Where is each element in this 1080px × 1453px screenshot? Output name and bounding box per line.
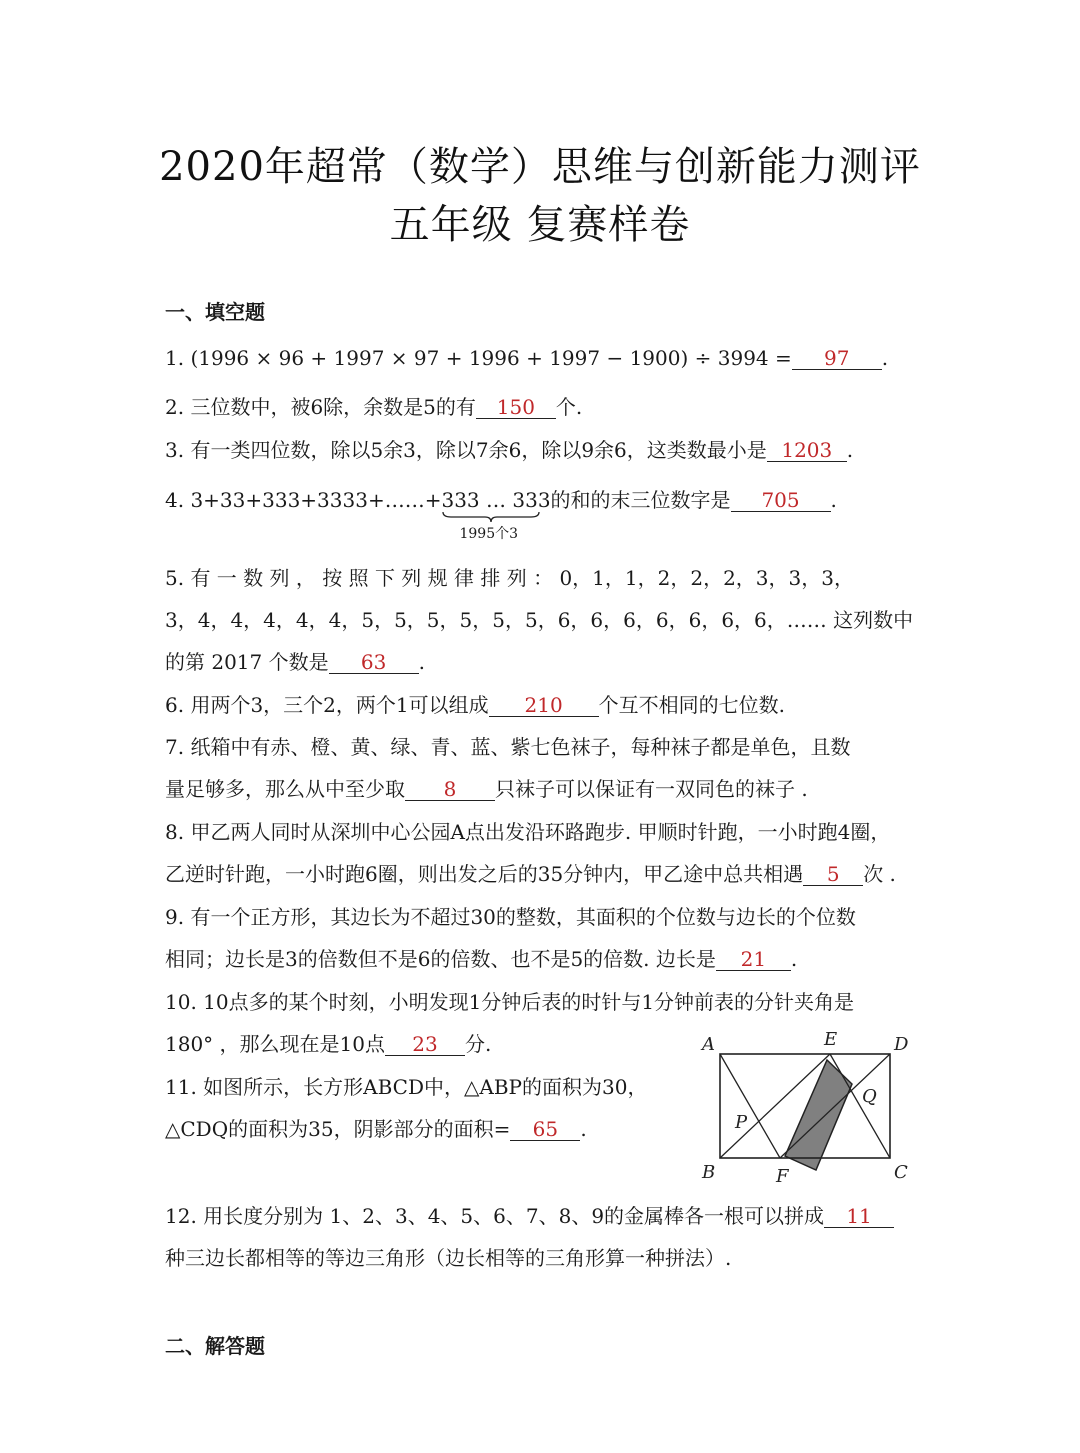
shaded-region [785,1060,852,1170]
answer-blank [792,347,882,370]
answer-1: 97 [824,346,850,370]
question-12-line2: 种三边长都相等的等边三角形（边长相等的三角形算一种拼法）. [165,1246,732,1270]
answer-4: 705 [761,488,800,512]
answer-2: 150 [496,395,535,419]
question-5-line2: 3，4，4，4，4，4，5，5，5，5，5，5，6，6，6，6，6，6，6，…… 这列数中 [165,608,914,632]
question-5-line3: 的第 2017 个数是 63 . [165,650,425,674]
label-p: P [735,1112,748,1133]
answer-12: 11 [846,1204,872,1228]
question-8-line1: 8. 甲乙两人同时从深圳中心公园A点出发沿环路跑步. 甲顺时针跑，一小时跑4圈， [165,820,891,844]
answer-7: 8 [443,777,457,801]
question-3: 3. 有一类四位数，除以5余3，除以7余6，除以9余6，这类数最小是 1203 . [165,438,854,462]
label-f: F [776,1166,789,1187]
question-12-line1: 12. 用长度分别为 1、2、3、4、5、6、7、8、9的金属棒各一根可以拼成 11 [165,1202,894,1230]
question-10-line2: 180° ，那么现在是10点 23 分. [165,1032,492,1056]
answer-10: 23 [412,1032,438,1056]
answer-11: 65 [532,1117,559,1141]
label-q: Q [862,1086,877,1107]
answer-8: 5 [826,862,840,886]
answer-blank [510,1118,580,1141]
label-b: B [702,1162,716,1183]
rectangle-figure [700,1030,920,1190]
answer-blank [405,778,495,801]
question-9-line2: 相同；边长是3的倍数但不是6的倍数、也不是5的倍数. 边长是 21 . [165,947,798,971]
question-2: 2. 三位数中，被6除，余数是5的有 150 个. [165,395,583,419]
section-fill-blank: 一、填空题 [165,300,265,324]
answer-3: 1203 [781,438,833,462]
question-8-line2: 乙逆时针跑，一小时跑6圈，则出发之后的35分钟内，甲乙途中总共相遇 5 次 . [165,862,896,886]
question-10-line1: 10. 10点多的某个时刻，小明发现1分钟后表的时针与1分钟前表的分针夹角是 [165,990,855,1014]
answer-blank [716,948,791,971]
section-solve: 二、解答题 [165,1334,265,1358]
answer-blank [731,489,831,512]
answer-blank [489,694,599,717]
question-9-line1: 9. 有一个正方形，其边长为不超过30的整数，其面积的个位数与边长的个位数 [165,905,856,929]
answer-6: 210 [524,693,563,717]
label-c: C [894,1162,908,1183]
title-line2: 五年级 复赛样卷 [389,202,691,248]
question-11-line2: △CDQ的面积为35，阴影部分的面积= 65 . [165,1117,587,1141]
answer-blank [824,1205,894,1228]
brace-term: 333 … 333 1995个3 [441,486,550,514]
title-line1: 2020年超常（数学）思维与创新能力测评 [159,144,921,190]
question-7-line1: 7. 纸箱中有赤、橙、黄、绿、青、蓝、紫七色袜子，每种袜子都是单色，且数 [165,735,851,759]
answer-blank [385,1033,465,1056]
answer-blank [803,863,863,886]
answer-blank [476,396,556,419]
question-11-line1: 11. 如图所示，长方形ABCD中，△ABP的面积为30， [165,1075,648,1099]
question-5-line1: 5. 有 一 数 列 ， 按 照 下 列 规 律 排 列 ： 0，1，1，2，2，2，3，3，3， [165,566,854,590]
question-4: 4. 3+33+333+3333+……+333 … 333 1995个3 的和的末三位数字是 705 . [165,486,837,514]
line-af [720,1054,780,1158]
answer-blank [767,439,847,462]
label-a: A [702,1034,715,1055]
label-d: D [894,1034,909,1055]
question-7-line2: 量足够多，那么从中至少取 8 只袜子可以保证有一双同色的袜子 . [165,777,808,801]
brace-note: 1995个3 [459,526,519,542]
label-e: E [824,1030,838,1050]
answer-blank [329,651,419,674]
question-6: 6. 用两个3，三个2，两个1可以组成 210 个互不相同的七位数. [165,693,785,717]
question-1: 1. (1996 × 96 + 1997 × 97 + 1996 + 1997 − 1900) ÷ 3994 = 97 . [165,346,889,370]
answer-9: 21 [740,947,767,971]
answer-5: 63 [360,650,387,674]
